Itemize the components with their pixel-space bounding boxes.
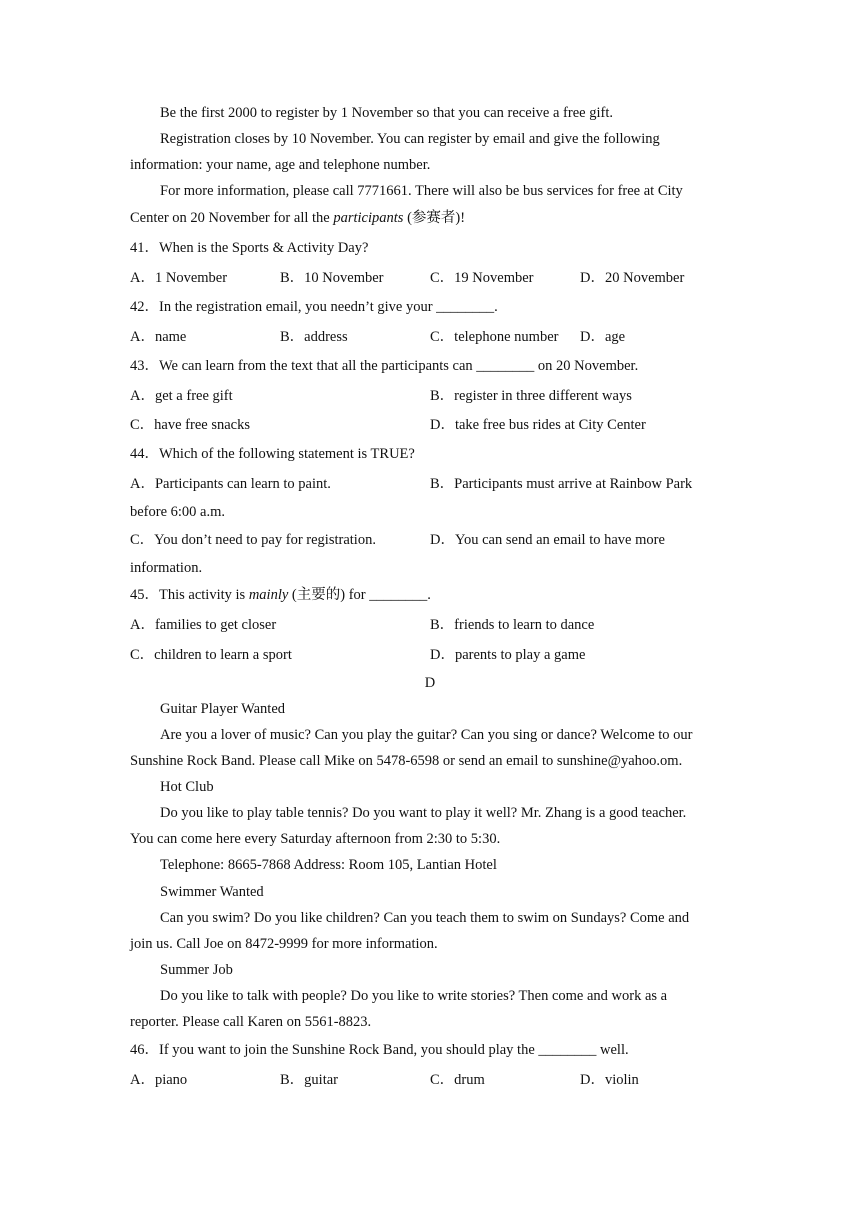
passage-paragraph: Be the first 2000 to register by 1 November so that you can receive a free gift. — [160, 105, 613, 121]
option[interactable]: A．piano — [130, 1072, 188, 1088]
ad-text: reporter. Please call Karen on 5561-8823. — [130, 1014, 372, 1030]
option[interactable]: A．Participants can learn to paint. — [130, 476, 331, 492]
option[interactable]: D．parents to play a game — [430, 647, 586, 663]
ad-text: Telephone: 8665-7868 Address: Room 105, Lantian Hotel — [160, 857, 497, 873]
option[interactable]: A．families to get closer — [130, 617, 277, 633]
passage-paragraph-cont: Center on 20 November for all the participants (参赛者)! — [130, 210, 466, 226]
option[interactable]: B．10 November — [280, 270, 384, 286]
option[interactable]: C．You don’t need to pay for registration. — [130, 532, 376, 548]
option[interactable]: D．take free bus rides at City Center — [430, 417, 646, 433]
ad-text: Do you like to talk with people? Do you like to write stories? Then come and work as a — [160, 988, 668, 1004]
ad-text: Do you like to play table tennis? Do you want to play it well? Mr. Zhang is a good teacher. — [160, 805, 687, 821]
section-heading: D — [424, 675, 436, 691]
option[interactable]: C．children to learn a sport — [130, 647, 292, 663]
question-stem: 45．This activity is mainly (主要的) for ________. — [130, 587, 431, 603]
option[interactable]: C．have free snacks — [130, 417, 250, 433]
ad-title: Hot Club — [160, 779, 214, 795]
ad-text: Are you a lover of music? Can you play the guitar? Can you sing or dance? Welcome to our — [160, 727, 693, 743]
option[interactable]: B．Participants must arrive at Rainbow Park — [430, 476, 693, 492]
question-stem: 44．Which of the following statement is TRUE? — [130, 446, 415, 462]
option[interactable]: D．violin — [580, 1072, 639, 1088]
option[interactable]: C．drum — [430, 1072, 485, 1088]
option[interactable]: C．telephone number — [430, 329, 559, 345]
passage-paragraph-cont: information: your name, age and telephone number. — [130, 157, 431, 173]
question-stem: 43．We can learn from the text that all the participants can ________ on 20 November. — [130, 358, 639, 374]
ad-text: Sunshine Rock Band. Please call Mike on 5478-6598 or send an email to sunshine@yahoo.om. — [130, 753, 683, 769]
ad-title: Summer Job — [160, 962, 233, 978]
question-stem: 42．In the registration email, you needn’t give your ________. — [130, 299, 498, 315]
option[interactable]: B．guitar — [280, 1072, 338, 1088]
ad-text: Can you swim? Do you like children? Can you teach them to swim on Sundays? Come and — [160, 910, 690, 926]
passage-paragraph: Registration closes by 10 November. You can register by email and give the following — [160, 131, 660, 147]
option[interactable]: B．friends to learn to dance — [430, 617, 595, 633]
question-stem: 46．If you want to join the Sunshine Rock Band, you should play the ________ well. — [130, 1042, 629, 1058]
ad-text: join us. Call Joe on 8472-9999 for more information. — [130, 936, 438, 952]
option-cont[interactable]: before 6:00 a.m. — [130, 504, 226, 520]
question-stem: 41．When is the Sports & Activity Day? — [130, 240, 369, 256]
option[interactable]: C．19 November — [430, 270, 534, 286]
option[interactable]: B．address — [280, 329, 348, 345]
option[interactable]: A．get a free gift — [130, 388, 233, 404]
option[interactable]: A．name — [130, 329, 187, 345]
option[interactable]: D．You can send an email to have more — [430, 532, 665, 548]
ad-text: You can come here every Saturday afternoon from 2:30 to 5:30. — [130, 831, 501, 847]
option[interactable]: B．register in three different ways — [430, 388, 632, 404]
option[interactable]: D．age — [580, 329, 626, 345]
option[interactable]: A．1 November — [130, 270, 228, 286]
option[interactable]: D．20 November — [580, 270, 685, 286]
ad-title: Guitar Player Wanted — [160, 701, 285, 717]
passage-paragraph: For more information, please call 7771661. There will also be bus services for free at City — [160, 183, 683, 199]
ad-title: Swimmer Wanted — [160, 884, 264, 900]
option-cont[interactable]: information. — [130, 560, 203, 576]
